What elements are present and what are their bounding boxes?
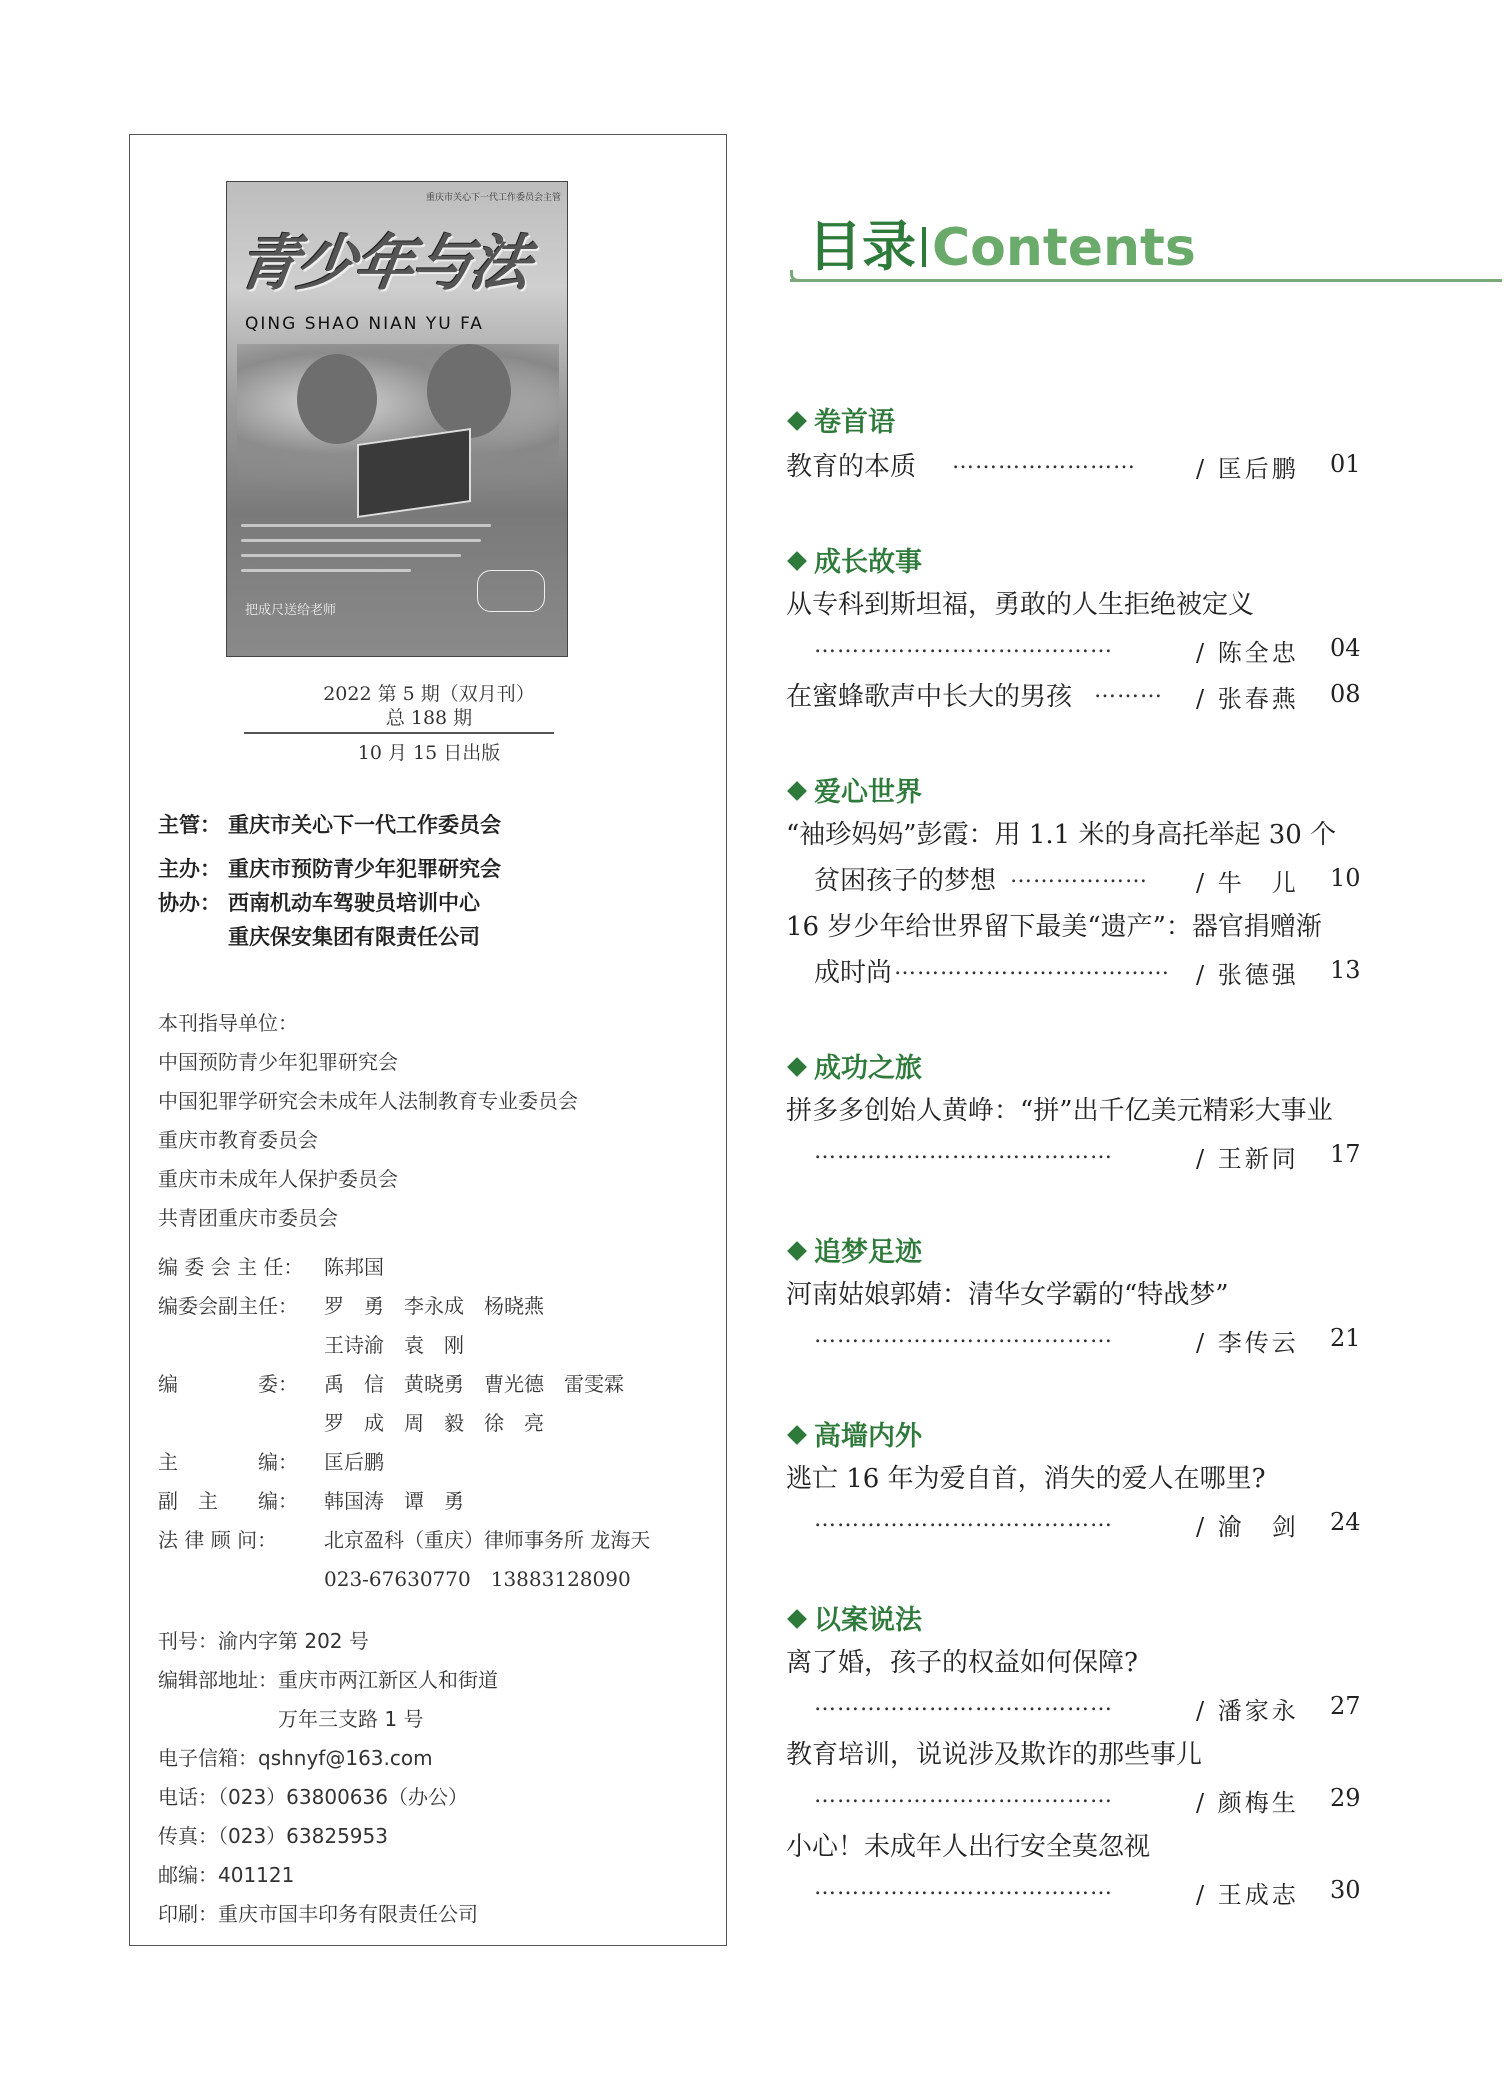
toc-article-title[interactable]: “袖珍妈妈”彭霞：用 1.1 米的身高托举起 30 个 bbox=[786, 820, 1337, 850]
org-co-sponsor: 协办： 西南机动车驾驶员培训中心 bbox=[158, 890, 480, 915]
toc-article-page[interactable]: 04 bbox=[1330, 634, 1361, 662]
staff-row: 主 编： 匡后鹏 bbox=[158, 1450, 384, 1474]
staff-row: 编 委： 禹 信 黄晓勇 曹光德 雷雯霖 bbox=[158, 1372, 624, 1396]
org-co-sponsor-2: 重庆保安集团有限责任公司 bbox=[228, 924, 480, 949]
toc-section: 成长故事 bbox=[786, 540, 922, 579]
toc-leader-dots: ………………………………… bbox=[814, 1783, 1113, 1808]
contact-email: 电子信箱：qshnyf@163.com bbox=[158, 1746, 433, 1770]
cover-headline-line bbox=[241, 539, 481, 542]
staff-row: 法 律 顾 问： 北京盈科（重庆）律师事务所 龙海天 bbox=[158, 1528, 651, 1552]
toc-article-author: / 潘家永 bbox=[1196, 1697, 1299, 1725]
diamond-bullet-icon bbox=[787, 1609, 807, 1629]
issue-total: 总 188 期 bbox=[385, 707, 473, 729]
toc-section: 爱心世界 bbox=[786, 770, 922, 809]
staff-row: 编委会副主任： 罗 勇 李永成 杨晓燕 bbox=[158, 1294, 544, 1318]
cover-pinyin: QING SHAO NIAN YU FA bbox=[245, 314, 484, 334]
cover-footer: 把成尺送给老师 bbox=[245, 603, 337, 618]
toc-article-author: / 王新同 bbox=[1196, 1145, 1299, 1173]
toc-article-author: / 渝 剑 bbox=[1196, 1513, 1299, 1541]
toc-leader-dots: ……………… bbox=[1010, 863, 1148, 888]
contact-fax: 传真：（023）63825953 bbox=[158, 1824, 388, 1848]
toc-article-page[interactable]: 21 bbox=[1330, 1324, 1361, 1352]
child-left-figure bbox=[297, 354, 377, 444]
toc-article-page[interactable]: 08 bbox=[1330, 680, 1361, 708]
toc-article-title[interactable]: 逃亡 16 年为爱自首，消失的爱人在哪里? bbox=[786, 1464, 1266, 1494]
masthead-box bbox=[129, 134, 727, 1946]
toc-article-author: / 颜梅生 bbox=[1196, 1789, 1299, 1817]
toc-leader-dots: ………………………………… bbox=[814, 1691, 1113, 1716]
guide-unit: 中国犯罪学研究会未成年人法制教育专业委员会 bbox=[158, 1089, 578, 1113]
cover-sponsor: 重庆市关心下一代工作委员会主管 bbox=[425, 193, 561, 203]
cover-headline-line bbox=[241, 524, 491, 527]
staff-row: 王诗渝 袁 刚 bbox=[324, 1333, 464, 1357]
toc-article-author: / 王成志 bbox=[1196, 1881, 1299, 1909]
toc-title-separator bbox=[922, 227, 926, 267]
toc-leader-dots: ………………………………… bbox=[814, 633, 1113, 658]
toc-leader-dots: …………………… bbox=[952, 449, 1136, 474]
diamond-bullet-icon bbox=[787, 781, 807, 801]
toc-leader-dots: ………………………………… bbox=[814, 1323, 1113, 1348]
org-supervisor: 主管： 重庆市关心下一代工作委员会 bbox=[158, 812, 501, 837]
toc-article-title-cont[interactable]: 贫困孩子的梦想 bbox=[814, 866, 997, 896]
toc-leader-dots: ……… bbox=[1094, 678, 1163, 703]
org-sponsor: 主办： 重庆市预防青少年犯罪研究会 bbox=[158, 856, 501, 881]
guide-unit: 重庆市未成年人保护委员会 bbox=[158, 1167, 398, 1191]
toc-section: 高墙内外 bbox=[786, 1414, 922, 1453]
contact-printer: 印刷：重庆市国丰印务有限责任公司 bbox=[158, 1902, 478, 1926]
toc-article-title[interactable]: 从专科到斯坦福，勇敢的人生拒绝被定义 bbox=[786, 590, 1255, 620]
toc-article-title[interactable]: 离了婚，孩子的权益如何保障? bbox=[786, 1648, 1138, 1678]
issue-number: 2022 第 5 期（双月刊） bbox=[323, 683, 535, 705]
cover-headlines bbox=[241, 512, 491, 584]
child-right-figure bbox=[427, 344, 511, 438]
toc-leader-dots: ……………………………… bbox=[894, 955, 1170, 980]
issue-divider bbox=[244, 732, 554, 734]
toc-article-page[interactable]: 29 bbox=[1330, 1784, 1361, 1812]
cover-headline-line bbox=[241, 554, 461, 557]
toc-article-title-cont[interactable]: 成时尚 bbox=[814, 958, 893, 988]
contact-phone: 电话：（023）63800636（办公） bbox=[158, 1785, 468, 1809]
toc-section: 卷首语 bbox=[786, 400, 895, 439]
toc-article-page[interactable]: 10 bbox=[1330, 864, 1361, 892]
cover-issue-stamp bbox=[477, 570, 545, 612]
diamond-bullet-icon bbox=[787, 1241, 807, 1261]
toc-article-page[interactable]: 13 bbox=[1330, 956, 1361, 984]
staff-row: 编 委 会 主 任： 陈邦国 bbox=[158, 1255, 384, 1279]
toc-article-page[interactable]: 27 bbox=[1330, 1692, 1361, 1720]
toc-article-page[interactable]: 17 bbox=[1330, 1140, 1361, 1168]
cover-headline-line bbox=[241, 569, 411, 572]
toc-article-title[interactable]: 河南姑娘郭婧：清华女学霸的“特战梦” bbox=[786, 1280, 1229, 1310]
cover-photo bbox=[237, 344, 559, 494]
toc-article-page[interactable]: 30 bbox=[1330, 1876, 1361, 1904]
diamond-bullet-icon bbox=[787, 551, 807, 571]
contact-line: 刊号：渝内字第 202 号 bbox=[158, 1629, 369, 1653]
toc-article-author: / 张德强 bbox=[1196, 961, 1299, 989]
toc-article-title[interactable]: 拼多多创始人黄峥：“拼”出千亿美元精彩大事业 bbox=[786, 1096, 1333, 1126]
guide-heading: 本刊指导单位： bbox=[158, 1011, 298, 1035]
toc-article-author: / 陈全忠 bbox=[1196, 639, 1299, 667]
toc-article-title[interactable]: 教育的本质 bbox=[786, 452, 917, 482]
contact-line: 万年三支路 1 号 bbox=[158, 1707, 424, 1731]
toc-section: 成功之旅 bbox=[786, 1046, 922, 1085]
toc-section: 以案说法 bbox=[786, 1598, 922, 1637]
guide-unit: 重庆市教育委员会 bbox=[158, 1128, 318, 1152]
toc-article-page[interactable]: 24 bbox=[1330, 1508, 1361, 1536]
toc-article-title[interactable]: 16 岁少年给世界留下最美“遗产”：器官捐赠渐 bbox=[786, 912, 1322, 942]
staff-row: 罗 成 周 毅 徐 亮 bbox=[324, 1411, 544, 1435]
diamond-bullet-icon bbox=[787, 1425, 807, 1445]
book-figure bbox=[357, 428, 471, 518]
diamond-bullet-icon bbox=[787, 411, 807, 431]
issue-date: 10 月 15 日出版 bbox=[357, 742, 501, 764]
guide-unit: 中国预防青少年犯罪研究会 bbox=[158, 1050, 398, 1074]
diamond-bullet-icon bbox=[787, 1057, 807, 1077]
contact-line: 编辑部地址：重庆市两江新区人和街道 bbox=[158, 1668, 498, 1692]
toc-header bbox=[808, 204, 1196, 281]
toc-leader-dots: ………………………………… bbox=[814, 1139, 1113, 1164]
toc-leader-dots: ………………………………… bbox=[814, 1875, 1113, 1900]
toc-article-title[interactable]: 在蜜蜂歌声中长大的男孩 bbox=[786, 682, 1073, 712]
toc-article-title[interactable]: 小心！未成年人出行安全莫忽视 bbox=[786, 1832, 1151, 1862]
toc-article-author: / 张春燕 bbox=[1196, 685, 1299, 713]
toc-title-en: Contents bbox=[932, 218, 1196, 278]
toc-article-author: / 牛 儿 bbox=[1196, 869, 1299, 897]
toc-leader-dots: ………………………………… bbox=[814, 1507, 1113, 1532]
toc-article-title[interactable]: 教育培训，说说涉及欺诈的那些事儿 bbox=[786, 1740, 1203, 1770]
toc-article-page[interactable]: 01 bbox=[1330, 450, 1361, 478]
guide-unit: 共青团重庆市委员会 bbox=[158, 1206, 338, 1230]
toc-article-author: / 李传云 bbox=[1196, 1329, 1299, 1357]
toc-section: 追梦足迹 bbox=[786, 1230, 922, 1269]
staff-row: 023-67630770 13883128090 bbox=[324, 1567, 631, 1591]
toc-article-author: / 匡后鹏 bbox=[1196, 455, 1299, 483]
cover-title: 青少年与法 bbox=[233, 229, 534, 299]
toc-title-cn: 目录 bbox=[808, 215, 916, 278]
magazine-cover-image bbox=[226, 181, 568, 657]
contact-postcode: 邮编：401121 bbox=[158, 1863, 295, 1887]
toc-header-rule bbox=[790, 279, 1502, 282]
staff-row: 副 主 编： 韩国涛 谭 勇 bbox=[158, 1489, 464, 1513]
